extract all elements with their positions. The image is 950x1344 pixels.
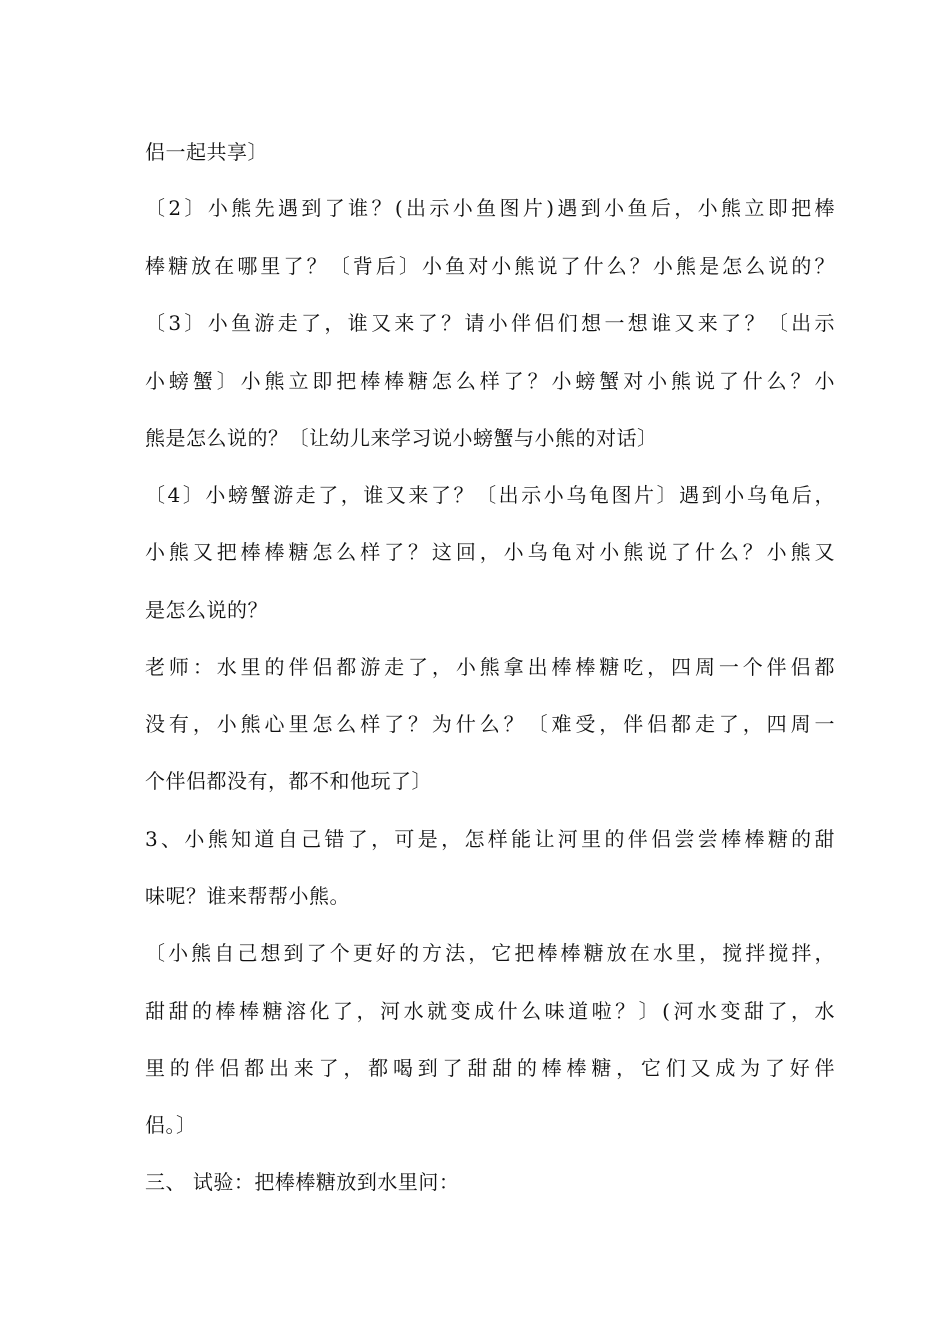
text-line: 没有，小熊心里怎么样了？为什么？〔难受，伴侣都走了，四周一	[145, 712, 835, 736]
text-line: 老师：水里的伴侣都游走了，小熊拿出棒棒糖吃，四周一个伴侣都	[145, 655, 835, 679]
text-line: 熊是怎么说的？〔让幼儿来学习说小螃蟹与小熊的对话〕	[145, 426, 658, 450]
text-line: 〔4〕小螃蟹游走了，谁又来了？〔出示小乌龟图片〕遇到小乌龟后，	[145, 483, 835, 507]
text-line: 侣。〕	[145, 1113, 197, 1137]
text-line: 是怎么说的？	[145, 598, 268, 622]
text-line: 里的伴侣都出来了，都喝到了甜甜的棒棒糖，它们又成为了好伴	[145, 1056, 835, 1080]
text-line: 3、小熊知道自己错了，可是，怎样能让河里的伴侣尝尝棒棒糖的甜	[145, 827, 835, 851]
text-line: 小螃蟹〕小熊立即把棒棒糖怎么样了？小螃蟹对小熊说了什么？小	[145, 369, 835, 393]
text-line: 棒糖放在哪里了？〔背后〕小鱼对小熊说了什么？小熊是怎么说的？	[145, 254, 835, 278]
text-line: 味呢？谁来帮帮小熊。	[145, 884, 350, 908]
text-line: 〔3〕小鱼游走了，谁又来了？请小伴侣们想一想谁又来了？〔出示	[145, 311, 835, 335]
text-line: 〔小熊自己想到了个更好的方法，它把棒棒糖放在水里，搅拌搅拌，	[145, 941, 835, 965]
text-line: 甜甜的棒棒糖溶化了，河水就变成什么味道啦？〕(河水变甜了，水	[145, 999, 835, 1023]
text-line: 〔2〕小熊先遇到了谁？(出示小鱼图片)遇到小鱼后，小熊立即把棒	[145, 196, 835, 220]
text-line: 个伴侣都没有，都不和他玩了〕	[145, 769, 432, 793]
text-line: 侣一起共享〕	[145, 140, 268, 164]
text-line: 小熊又把棒棒糖怎么样了？这回，小乌龟对小熊说了什么？小熊又	[145, 540, 835, 564]
section-heading: 三、 试验：把棒棒糖放到水里问：	[145, 1170, 460, 1194]
